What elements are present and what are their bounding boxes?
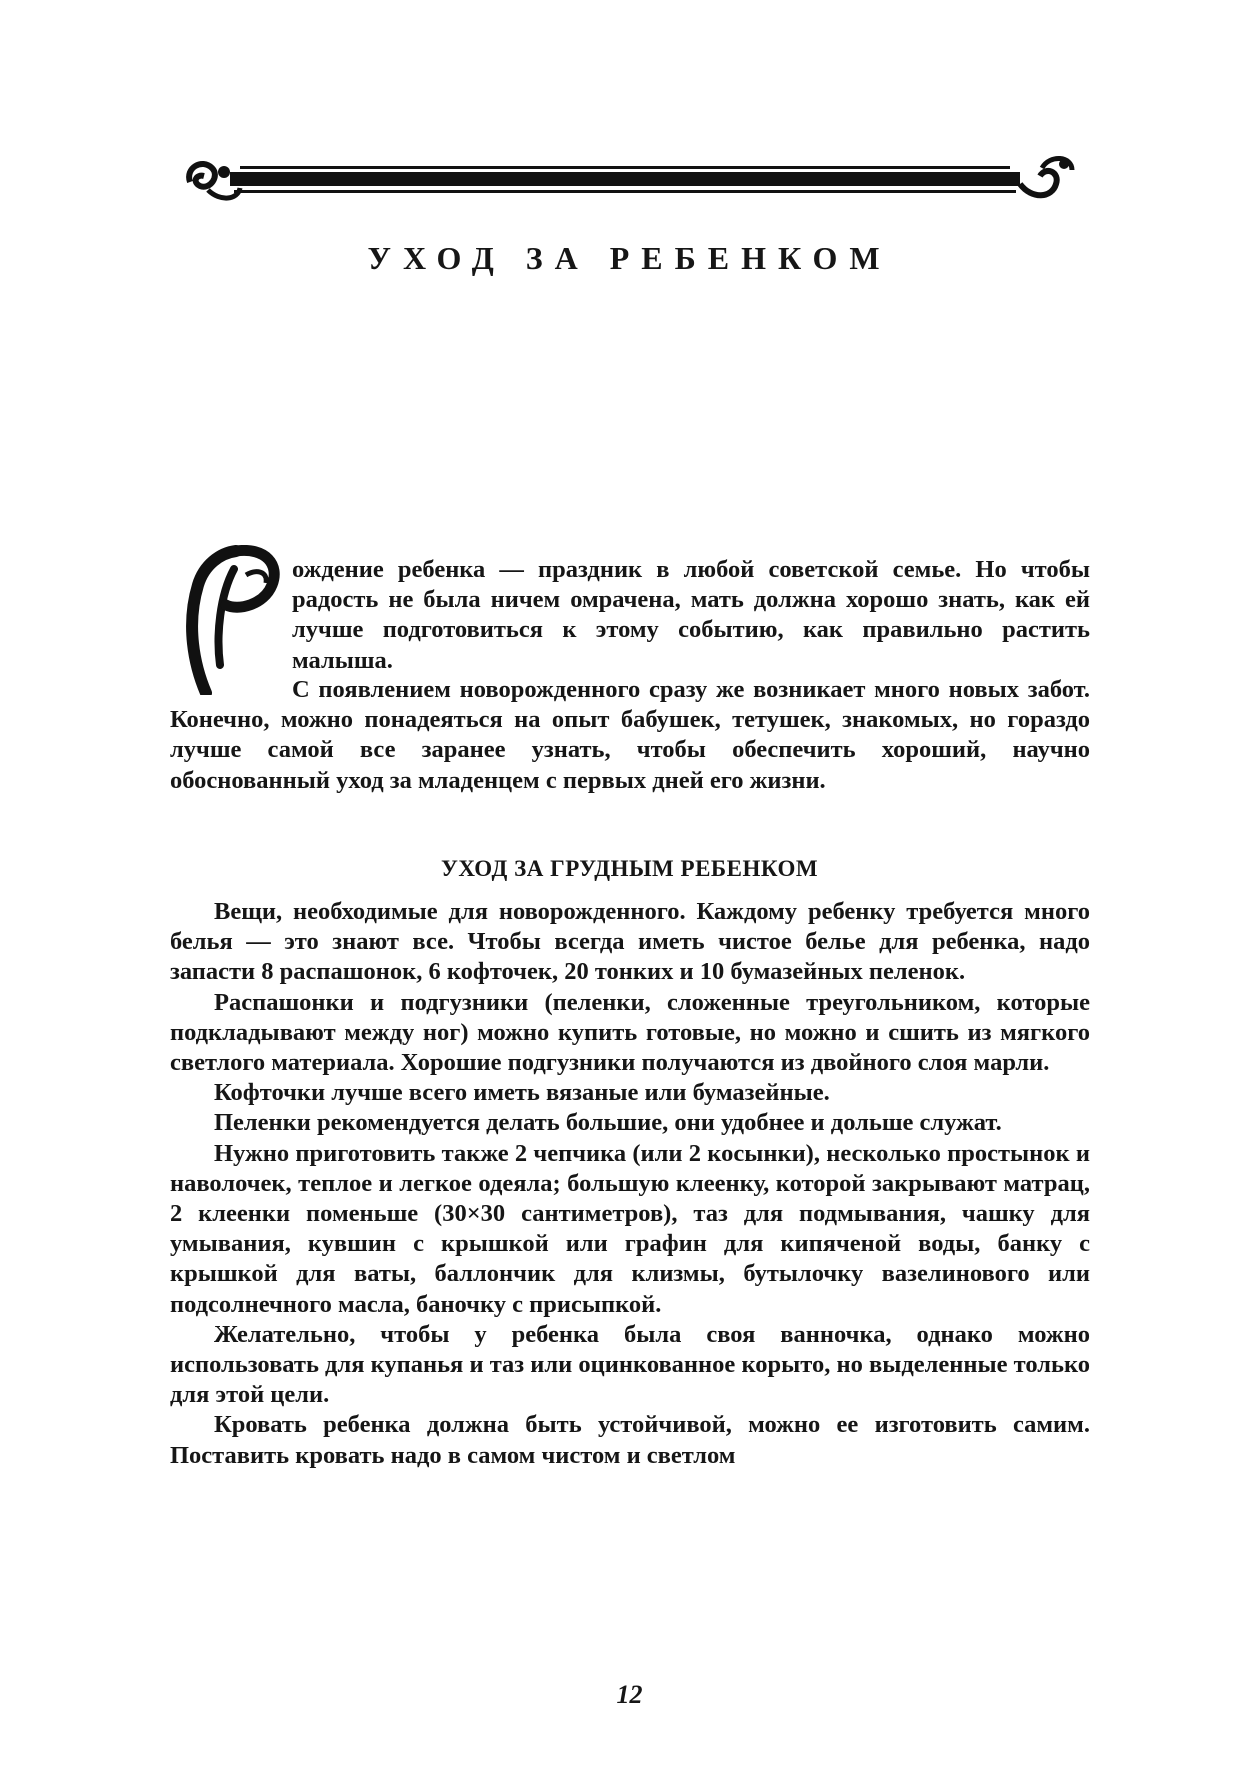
paragraph-things-needed (170, 897, 1090, 988)
paragraph-jackets: Кофточки лучше всего иметь вязаные или бумазейные. (214, 1079, 830, 1107)
intro-paragraph: ождение ребенка — праздник в любой советской семье. Но чтобы радость не была ничем омрачена, мать должна хорошо знать, как ей лучше подготовиться к этому событию, как правильно растить малыша. (292, 556, 1090, 674)
page-number: 12 (616, 1680, 643, 1709)
paragraph-swaddles: Пеленки рекомендуется делать большие, они удобнее и дольше служат. (214, 1109, 1002, 1137)
section-title: УХОД ЗА ГРУДНЫМ РЕБЕНКОМ (440, 856, 819, 881)
paragraph-supplies: Нужно приготовить также 2 чепчика (или 2 косынки), несколько простынок и наволочек, теплое и легкое одеяла; большую клеенку, которой закрывают матрац, 2 клеенки поменьше (30×30 сантиметров), таз для подмывания, чашку для умывания, кувшин с крышкой или графин для кипяченой воды, банку с крышкой для ваты, баллончик для клизмы, бутылочку вазелинового или подсолнечного масла, баночку с присыпкой. (170, 1139, 1090, 1318)
drop-cap-letter (176, 545, 286, 695)
ornament-divider-icon (180, 150, 1080, 210)
paragraph-crib: Кровать ребенка должна быть устойчивой, можно ее изготовить самим. Поставить кровать надо в самом чистом и светлом (170, 1411, 1090, 1469)
paragraph-bathtub: Желательно, чтобы у ребенка была своя ванночка, однако можно использовать для купанья и таз или оцинкованное корыто, но выделенные только для этой цели. (170, 1320, 1090, 1409)
chapter-title: УХОД ЗА РЕБЕНКОМ (367, 240, 892, 276)
paragraph-text: Каждому ребенку требуется много белья — это знают все. Чтобы всегда иметь чистое белье для ребенка, надо запасти 8 распашонок, 6 кофточек, 20 тонких и 10 бумазейных пеленок. (170, 898, 1090, 986)
section-body (170, 897, 1090, 1471)
paragraph-diapers: Распашонки и подгузники (пеленки, сложенные треугольником, которые подкладывают между ног) можно купить готовые, но можно и сшить из мягкого светлого материала. Хорошие подгузники получаются из двойного слоя марли. (170, 988, 1090, 1077)
intro-paragraph-2: С появлением новорожденного сразу же возникает много новых забот. Конечно, можно понадеяться на опыт бабушек, тетушек, знакомых, но гораздо лучше самой все заранее узнать, чтобы обеспечить хороший, научно обоснованный уход за младенцем с первых дней его жизни. (170, 676, 1090, 794)
paragraph-lead: Вещи, необходимые для новорожденного. (214, 898, 686, 925)
